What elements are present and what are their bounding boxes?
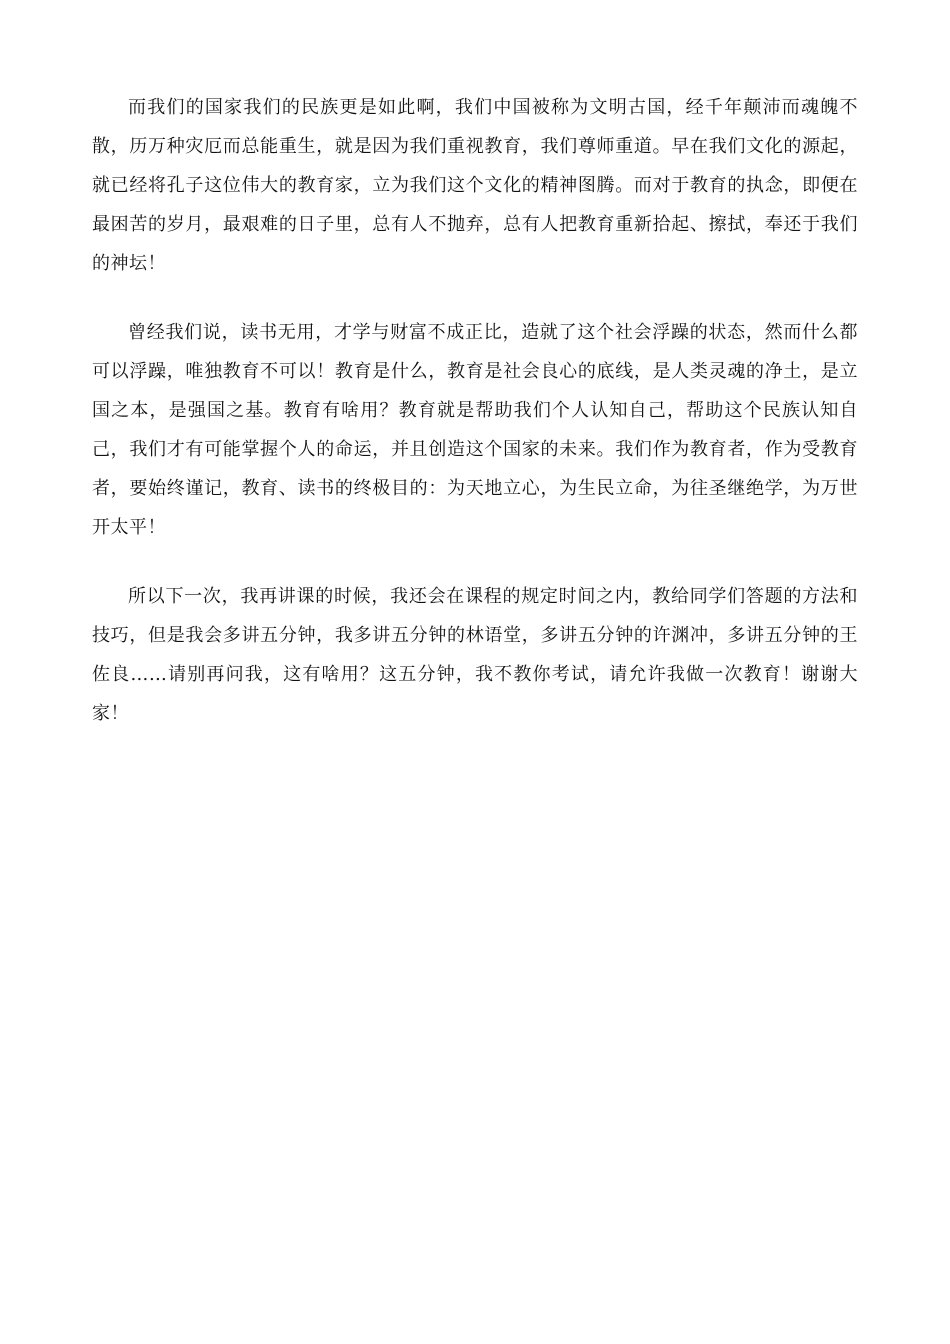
document-body — [92, 88, 858, 763]
paragraph-3: 所以下一次，我再讲课的时候，我还会在课程的规定时间之内，教给同学们答题的方法和技巧，但是我会多讲五分钟，我多讲五分钟的林语堂，多讲五分钟的许渊冲，多讲五分钟的王佐良……请别再问我，这有啥用？这五分钟，我不教你考试，请允许我做一次教育！谢谢大家！ — [92, 586, 858, 724]
paragraph-2: 曾经我们说，读书无用，才学与财富不成正比，造就了这个社会浮躁的状态，然而什么都可以浮躁，唯独教育不可以！教育是什么，教育是社会良心的底线，是人类灵魂的净土，是立国之本，是强国之基。教育有啥用？教育就是帮助我们个人认知自己，帮助这个民族认知自己，我们才有可能掌握个人的命运，并且创造这个国家的未来。我们作为教育者，作为受教育者，要始终谨记，教育、读书的终极目的：为天地立心，为生民立命，为往圣继绝学，为万世开太平！ — [92, 322, 858, 538]
paragraph-1: 而我们的国家我们的民族更是如此啊，我们中国被称为文明古国，经千年颠沛而魂魄不散，历万种灾厄而总能重生，就是因为我们重视教育，我们尊师重道。早在我们文化的源起，就已经将孔子这位伟大的教育家，立为我们这个文化的精神图腾。而对于教育的执念，即便在最困苦的岁月，最艰难的日子里，总有人不抛弃，总有人把教育重新拾起、擦拭，奉还于我们的神坛！ — [92, 97, 858, 274]
